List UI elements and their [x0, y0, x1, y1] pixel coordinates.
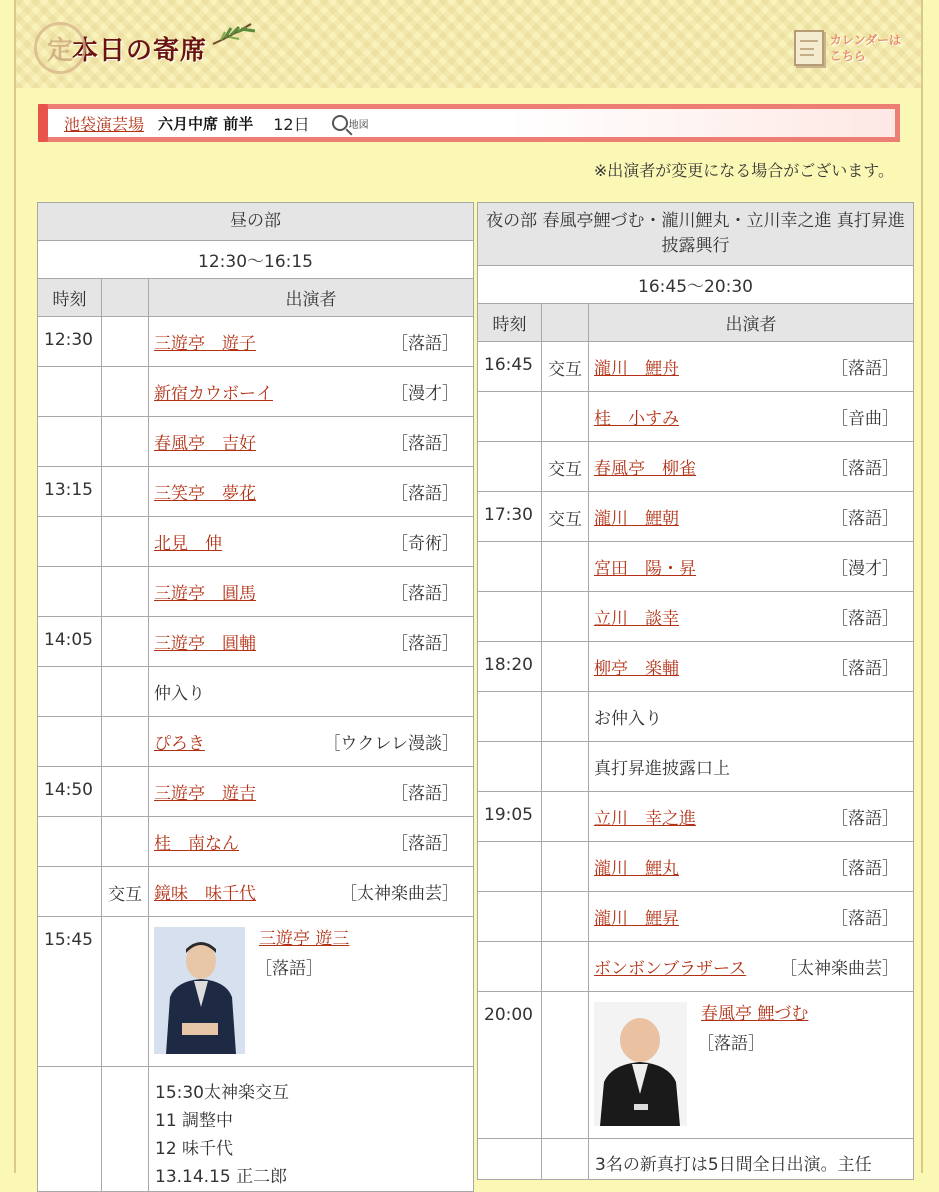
headliner-time: 20:00: [478, 992, 542, 1139]
row-time: [38, 717, 102, 767]
row-note: [102, 567, 149, 617]
performer-photo[interactable]: [594, 1002, 687, 1126]
performer-link[interactable]: 立川 談幸: [594, 609, 679, 629]
row-note: [102, 467, 149, 517]
day-program-time-range: 12:30〜16:15: [38, 241, 474, 279]
calendar-line-1: カレンダーは: [829, 33, 901, 47]
row-time: [478, 442, 542, 492]
performer-photo[interactable]: [154, 927, 245, 1054]
headliner-note: [102, 917, 149, 1067]
row-note: [542, 742, 589, 792]
headliner-time: 15:45: [38, 917, 102, 1067]
logo-title: 本日の寄席: [72, 35, 208, 66]
performer-genre: ［漫才］: [831, 559, 900, 579]
performer-genre: ［落語］: [831, 809, 900, 829]
row-note: [542, 842, 589, 892]
performer-cell: [149, 417, 474, 467]
venue-day: 12日: [273, 114, 310, 134]
col-note-header: [102, 279, 149, 317]
row-note: 交互: [542, 342, 589, 392]
day-program-title: 昼の部: [38, 203, 474, 241]
memo-note: [542, 1139, 589, 1180]
performer-genre: ［落語］: [391, 434, 460, 454]
memo-time: [38, 1067, 102, 1192]
row-note: [102, 517, 149, 567]
night-memo: [589, 1139, 914, 1180]
row-time: [478, 692, 542, 742]
row-note: [102, 817, 149, 867]
row-note: [102, 367, 149, 417]
memo-line: 13.14.15 正二郎: [155, 1167, 288, 1187]
program-row: [478, 492, 914, 542]
performer-link[interactable]: 瀧川 鯉舟: [594, 359, 679, 379]
map-label: 地図: [348, 120, 369, 131]
program-row: [478, 642, 914, 692]
row-time: [478, 842, 542, 892]
performer-link[interactable]: 三遊亭 遊子: [154, 334, 256, 354]
performer-genre: ［落語］: [391, 834, 460, 854]
performer-cell: [589, 542, 914, 592]
program-row: [38, 517, 474, 567]
performer-link[interactable]: 鏡味 味千代: [154, 884, 256, 904]
performer-cell: [149, 867, 474, 917]
row-note: 交互: [542, 492, 589, 542]
performer-link[interactable]: 新宿カウボーイ: [154, 384, 273, 404]
program-row: [38, 617, 474, 667]
program-row: [478, 942, 914, 992]
performer-link[interactable]: 北見 伸: [154, 534, 222, 554]
performer-link[interactable]: 瀧川 鯉丸: [594, 859, 679, 879]
program-row: [478, 892, 914, 942]
row-note: [542, 942, 589, 992]
headliner-genre: ［落語］: [255, 959, 323, 979]
performer-genre: ［落語］: [831, 359, 900, 379]
performer-genre: ［落語］: [831, 459, 900, 479]
performer-link[interactable]: ボンボンブラザース: [594, 959, 747, 979]
row-time: [38, 567, 102, 617]
venue-link[interactable]: 池袋演芸場: [64, 114, 145, 134]
headliner-cell: [589, 992, 914, 1139]
row-plain-text: 真打昇進披露口上: [589, 742, 914, 792]
program-row: [478, 392, 914, 442]
row-note: [542, 692, 589, 742]
performer-link[interactable]: 春風亭 吉好: [154, 434, 256, 454]
day-memo: [149, 1067, 474, 1192]
row-time: 18:20: [478, 642, 542, 692]
program-row: [478, 842, 914, 892]
program-row: [38, 417, 474, 467]
row-time: 17:30: [478, 492, 542, 542]
performer-cell: [149, 817, 474, 867]
row-plain-text: 仲入り: [149, 667, 474, 717]
headliner-note: [542, 992, 589, 1139]
performer-cell: [589, 942, 914, 992]
performer-cell: [589, 592, 914, 642]
venue-bar: [38, 104, 900, 142]
night-program-table: [477, 202, 914, 1180]
col-performer-header: 出演者: [149, 279, 474, 317]
performer-genre: ［ウクレレ漫談］: [323, 734, 460, 754]
row-note: [542, 542, 589, 592]
night-program-time-range: 16:45〜20:30: [478, 266, 914, 304]
row-time: [38, 517, 102, 567]
program-row: [38, 467, 474, 517]
performer-genre: ［落語］: [391, 634, 460, 654]
row-time: [38, 667, 102, 717]
site-header: [16, 0, 921, 88]
row-note: 交互: [102, 867, 149, 917]
performer-cell: [149, 467, 474, 517]
performer-genre: ［落語］: [391, 484, 460, 504]
performer-genre: ［落語］: [391, 784, 460, 804]
row-note: [102, 317, 149, 367]
program-row: [38, 767, 474, 817]
row-note: [542, 642, 589, 692]
program-row: [38, 817, 474, 867]
performer-cell: [149, 367, 474, 417]
memo-line: 3名の新真打は5日間全日出演。主任: [595, 1155, 872, 1175]
performer-cell: [149, 567, 474, 617]
day-program-table: [37, 202, 474, 1192]
performer-cell: [589, 842, 914, 892]
row-note: [102, 617, 149, 667]
performer-link[interactable]: 三遊亭 遊吉: [154, 784, 256, 804]
row-time: [38, 817, 102, 867]
row-time: 14:50: [38, 767, 102, 817]
row-time: 12:30: [38, 317, 102, 367]
performer-cell: [589, 892, 914, 942]
performer-genre: ［落語］: [831, 609, 900, 629]
program-row: [38, 667, 474, 717]
row-note: [542, 792, 589, 842]
row-time: 16:45: [478, 342, 542, 392]
program-row: [478, 592, 914, 642]
calendar-line-2: こちら: [829, 49, 866, 63]
performer-genre: ［太神楽曲芸］: [780, 959, 900, 979]
row-plain-text: お仲入り: [589, 692, 914, 742]
performer-link[interactable]: 三遊亭 圓輔: [154, 634, 256, 654]
performer-cell: [149, 517, 474, 567]
performer-genre: ［落語］: [391, 584, 460, 604]
program-row: [38, 717, 474, 767]
logo-mark: 定: [34, 22, 86, 74]
row-time: 13:15: [38, 467, 102, 517]
program-row: [478, 342, 914, 392]
performer-genre: ［落語］: [831, 909, 900, 929]
performer-cell: [149, 617, 474, 667]
program-row: [38, 867, 474, 917]
night-program-title: 夜の部 春風亭鯉づむ・瀧川鯉丸・立川幸之進 真打昇進披露興行: [478, 203, 914, 266]
program-row: [478, 792, 914, 842]
row-time: [478, 592, 542, 642]
calendar-link[interactable]: [794, 30, 901, 66]
headliner-genre: ［落語］: [697, 1034, 765, 1054]
performer-cell: [589, 642, 914, 692]
performer-cell: [589, 342, 914, 392]
row-note: [102, 767, 149, 817]
row-time: [478, 742, 542, 792]
headliner-name[interactable]: 三遊亭 遊三: [259, 929, 350, 949]
row-time: [478, 942, 542, 992]
memo-line: 12 味千代: [155, 1139, 234, 1159]
change-notice: ※出演者が変更になる場合がございます。: [593, 161, 894, 180]
program-row: [38, 567, 474, 617]
performer-cell: [149, 717, 474, 767]
program-row: [38, 317, 474, 367]
col-time-header: 時刻: [38, 279, 102, 317]
program-row: [38, 367, 474, 417]
performer-cell: [589, 792, 914, 842]
performer-genre: ［太神楽曲芸］: [340, 884, 460, 904]
page-frame-left: [14, 0, 16, 1173]
performer-link[interactable]: 瀧川 鯉昇: [594, 909, 679, 929]
program-row: [478, 742, 914, 792]
program-row: [478, 542, 914, 592]
performer-link[interactable]: 瀧川 鯉朝: [594, 509, 679, 529]
pine-branch-icon: [211, 18, 259, 48]
performer-link[interactable]: ぴろき: [154, 734, 205, 754]
row-note: [102, 417, 149, 467]
performer-link[interactable]: 宮田 陽・昇: [594, 559, 696, 579]
performer-genre: ［落語］: [391, 334, 460, 354]
row-note: [102, 717, 149, 767]
performer-cell: [589, 392, 914, 442]
performer-cell: [589, 442, 914, 492]
row-note: [542, 592, 589, 642]
performer-link[interactable]: 柳亭 楽輔: [594, 659, 679, 679]
performer-link[interactable]: 桂 小すみ: [594, 409, 679, 429]
page-frame-right: [921, 0, 923, 1173]
col-performer-header: 出演者: [589, 304, 914, 342]
map-link[interactable]: [332, 115, 369, 131]
performer-genre: ［奇術］: [391, 534, 460, 554]
memo-note: [102, 1067, 149, 1192]
row-time: [478, 542, 542, 592]
performer-genre: ［落語］: [831, 659, 900, 679]
row-note: 交互: [542, 442, 589, 492]
row-note: [542, 892, 589, 942]
performer-genre: ［落語］: [831, 859, 900, 879]
performer-cell: [149, 767, 474, 817]
site-logo[interactable]: [34, 18, 207, 78]
venue-period: 六月中席 前半: [158, 114, 254, 133]
program-row: [478, 692, 914, 742]
performer-link[interactable]: 春風亭 柳雀: [594, 459, 696, 479]
row-time: [38, 417, 102, 467]
row-time: [38, 867, 102, 917]
performer-link[interactable]: 三遊亭 圓馬: [154, 584, 256, 604]
row-note: [542, 392, 589, 442]
calendar-link-text: [830, 32, 901, 64]
performer-link[interactable]: 桂 南なん: [154, 834, 239, 854]
row-time: 19:05: [478, 792, 542, 842]
calendar-icon: [794, 30, 824, 66]
performer-cell: [149, 317, 474, 367]
col-time-header: 時刻: [478, 304, 542, 342]
col-note-header: [542, 304, 589, 342]
row-time: [478, 892, 542, 942]
row-time: [478, 392, 542, 442]
performer-link[interactable]: 三笑亭 夢花: [154, 484, 256, 504]
performer-cell: [589, 492, 914, 542]
headliner-cell: [149, 917, 474, 1067]
headliner-name[interactable]: 春風亭 鯉づむ: [701, 1004, 809, 1024]
memo-line: 15:30太神楽交互: [155, 1083, 289, 1103]
performer-genre: ［音曲］: [831, 409, 900, 429]
magnifier-icon: [332, 115, 348, 131]
row-note: [102, 667, 149, 717]
program-row: [478, 442, 914, 492]
performer-link[interactable]: 立川 幸之進: [594, 809, 696, 829]
memo-time: [478, 1139, 542, 1180]
performer-genre: ［落語］: [831, 509, 900, 529]
row-time: [38, 367, 102, 417]
row-time: 14:05: [38, 617, 102, 667]
memo-line: 11 調整中: [155, 1111, 234, 1131]
performer-genre: ［漫才］: [391, 384, 460, 404]
